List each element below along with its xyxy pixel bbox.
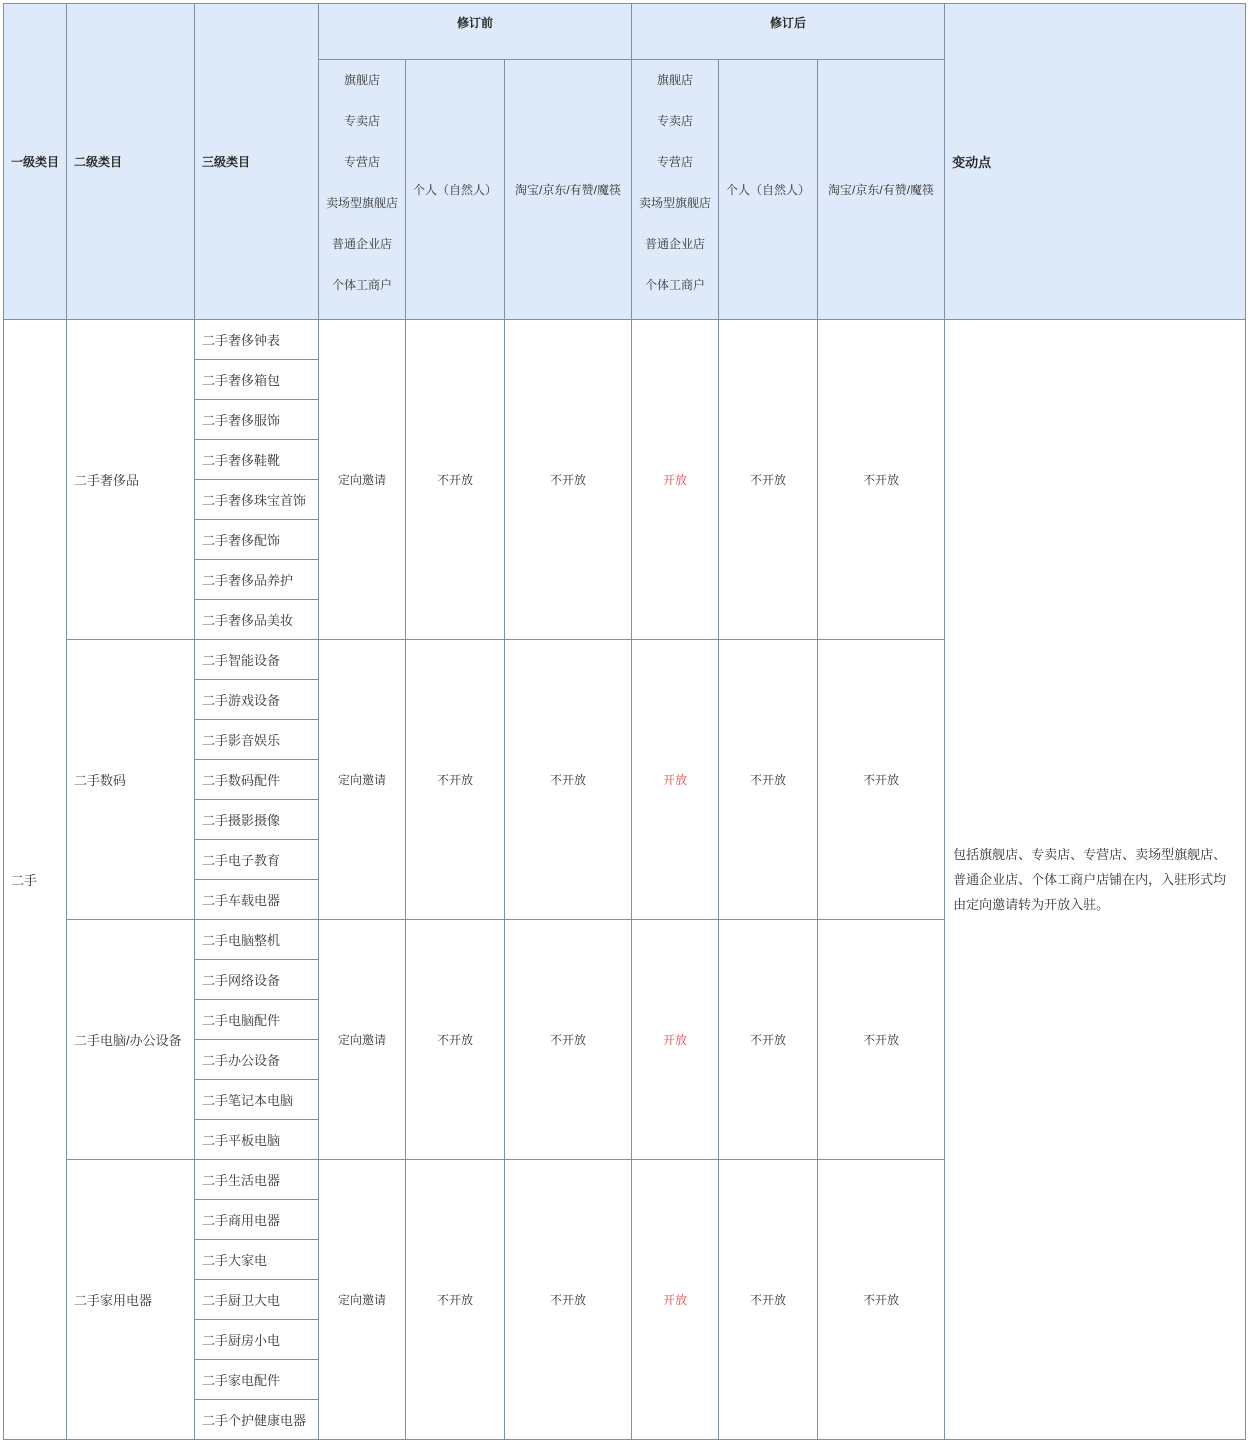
level3-category: 二手商用电器 bbox=[195, 1200, 319, 1240]
level3-category: 二手笔记本电脑 bbox=[195, 1080, 319, 1120]
shop-type: 专卖店 bbox=[657, 114, 694, 128]
before-individual-value: 不开放 bbox=[406, 640, 505, 920]
category-policy-table bbox=[3, 3, 1246, 1440]
level3-category: 二手办公设备 bbox=[195, 1040, 319, 1080]
shop-type: 卖场型旗舰店 bbox=[639, 196, 712, 210]
header-after-shop-types bbox=[632, 60, 719, 320]
table-row bbox=[4, 320, 1246, 360]
level3-category: 二手生活电器 bbox=[195, 1160, 319, 1200]
level3-category: 二手智能设备 bbox=[195, 640, 319, 680]
level3-category: 二手数码配件 bbox=[195, 760, 319, 800]
after-platform-value: 不开放 bbox=[818, 320, 945, 640]
level3-category: 二手奢侈箱包 bbox=[195, 360, 319, 400]
before-shop-value: 定向邀请 bbox=[319, 320, 406, 640]
change-note: 包括旗舰店、专卖店、专营店、卖场型旗舰店、普通企业店、个体工商户店铺在内，入驻形式均由定向邀请转为开放入驻。 bbox=[945, 320, 1246, 1440]
header-before-platforms: 淘宝/京东/有赞/魔筷 bbox=[505, 60, 632, 320]
level3-category: 二手电子教育 bbox=[195, 840, 319, 880]
level3-category: 二手个护健康电器 bbox=[195, 1400, 319, 1440]
level3-category: 二手奢侈珠宝首饰 bbox=[195, 480, 319, 520]
level3-category: 二手奢侈品美妆 bbox=[195, 600, 319, 640]
header-level2: 二级类目 bbox=[67, 4, 195, 320]
header-before-individual: 个人（自然人） bbox=[406, 60, 505, 320]
level3-category: 二手奢侈钟表 bbox=[195, 320, 319, 360]
before-platform-value: 不开放 bbox=[505, 320, 632, 640]
after-platform-value: 不开放 bbox=[818, 920, 945, 1160]
after-individual-value: 不开放 bbox=[719, 320, 818, 640]
level3-category: 二手网络设备 bbox=[195, 960, 319, 1000]
level3-category: 二手平板电脑 bbox=[195, 1120, 319, 1160]
before-shop-value: 定向邀请 bbox=[319, 1160, 406, 1440]
after-platform-value: 不开放 bbox=[818, 1160, 945, 1440]
level3-category: 二手奢侈配饰 bbox=[195, 520, 319, 560]
shop-type: 专营店 bbox=[657, 155, 694, 169]
level2-category: 二手奢侈品 bbox=[67, 320, 195, 640]
after-individual-value: 不开放 bbox=[719, 1160, 818, 1440]
after-shop-value: 开放 bbox=[632, 320, 719, 640]
shop-type: 个体工商户 bbox=[331, 278, 392, 292]
level3-category: 二手车载电器 bbox=[195, 880, 319, 920]
after-shop-value: 开放 bbox=[632, 920, 719, 1160]
before-platform-value: 不开放 bbox=[505, 920, 632, 1160]
after-individual-value: 不开放 bbox=[719, 640, 818, 920]
level2-category: 二手家用电器 bbox=[67, 1160, 195, 1440]
level2-category: 二手数码 bbox=[67, 640, 195, 920]
header-level3: 三级类目 bbox=[195, 4, 319, 320]
level3-category: 二手摄影摄像 bbox=[195, 800, 319, 840]
level3-category: 二手电脑整机 bbox=[195, 920, 319, 960]
level3-category: 二手奢侈服饰 bbox=[195, 400, 319, 440]
before-individual-value: 不开放 bbox=[406, 920, 505, 1160]
level3-category: 二手家电配件 bbox=[195, 1360, 319, 1400]
before-platform-value: 不开放 bbox=[505, 1160, 632, 1440]
level3-category: 二手奢侈品养护 bbox=[195, 560, 319, 600]
header-before-shop-types bbox=[319, 60, 406, 320]
header-after: 修订后 bbox=[632, 4, 945, 60]
header-level1: 一级类目 bbox=[4, 4, 67, 320]
after-platform-value: 不开放 bbox=[818, 640, 945, 920]
shop-type: 旗舰店 bbox=[657, 73, 694, 87]
level3-category: 二手厨卫大电 bbox=[195, 1280, 319, 1320]
shop-type: 个体工商户 bbox=[645, 278, 706, 292]
shop-type: 专营店 bbox=[343, 155, 380, 169]
level3-category: 二手游戏设备 bbox=[195, 680, 319, 720]
shop-type: 专卖店 bbox=[343, 114, 380, 128]
level3-category: 二手大家电 bbox=[195, 1240, 319, 1280]
level3-category: 二手电脑配件 bbox=[195, 1000, 319, 1040]
header-before: 修订前 bbox=[319, 4, 632, 60]
after-shop-value: 开放 bbox=[632, 640, 719, 920]
level3-category: 二手厨房小电 bbox=[195, 1320, 319, 1360]
after-individual-value: 不开放 bbox=[719, 920, 818, 1160]
before-shop-value: 定向邀请 bbox=[319, 640, 406, 920]
before-individual-value: 不开放 bbox=[406, 320, 505, 640]
shop-type: 普通企业店 bbox=[645, 237, 706, 251]
level3-category: 二手影音娱乐 bbox=[195, 720, 319, 760]
shop-type: 旗舰店 bbox=[343, 73, 380, 87]
header-change: 变动点 bbox=[945, 4, 1246, 320]
level1-category: 二手 bbox=[4, 320, 67, 1440]
header-after-individual: 个人（自然人） bbox=[719, 60, 818, 320]
after-shop-value: 开放 bbox=[632, 1160, 719, 1440]
header-after-platforms: 淘宝/京东/有赞/魔筷 bbox=[818, 60, 945, 320]
level3-category: 二手奢侈鞋靴 bbox=[195, 440, 319, 480]
shop-type: 卖场型旗舰店 bbox=[325, 196, 398, 210]
before-platform-value: 不开放 bbox=[505, 640, 632, 920]
level2-category: 二手电脑/办公设备 bbox=[67, 920, 195, 1160]
before-shop-value: 定向邀请 bbox=[319, 920, 406, 1160]
before-individual-value: 不开放 bbox=[406, 1160, 505, 1440]
shop-type: 普通企业店 bbox=[331, 237, 392, 251]
